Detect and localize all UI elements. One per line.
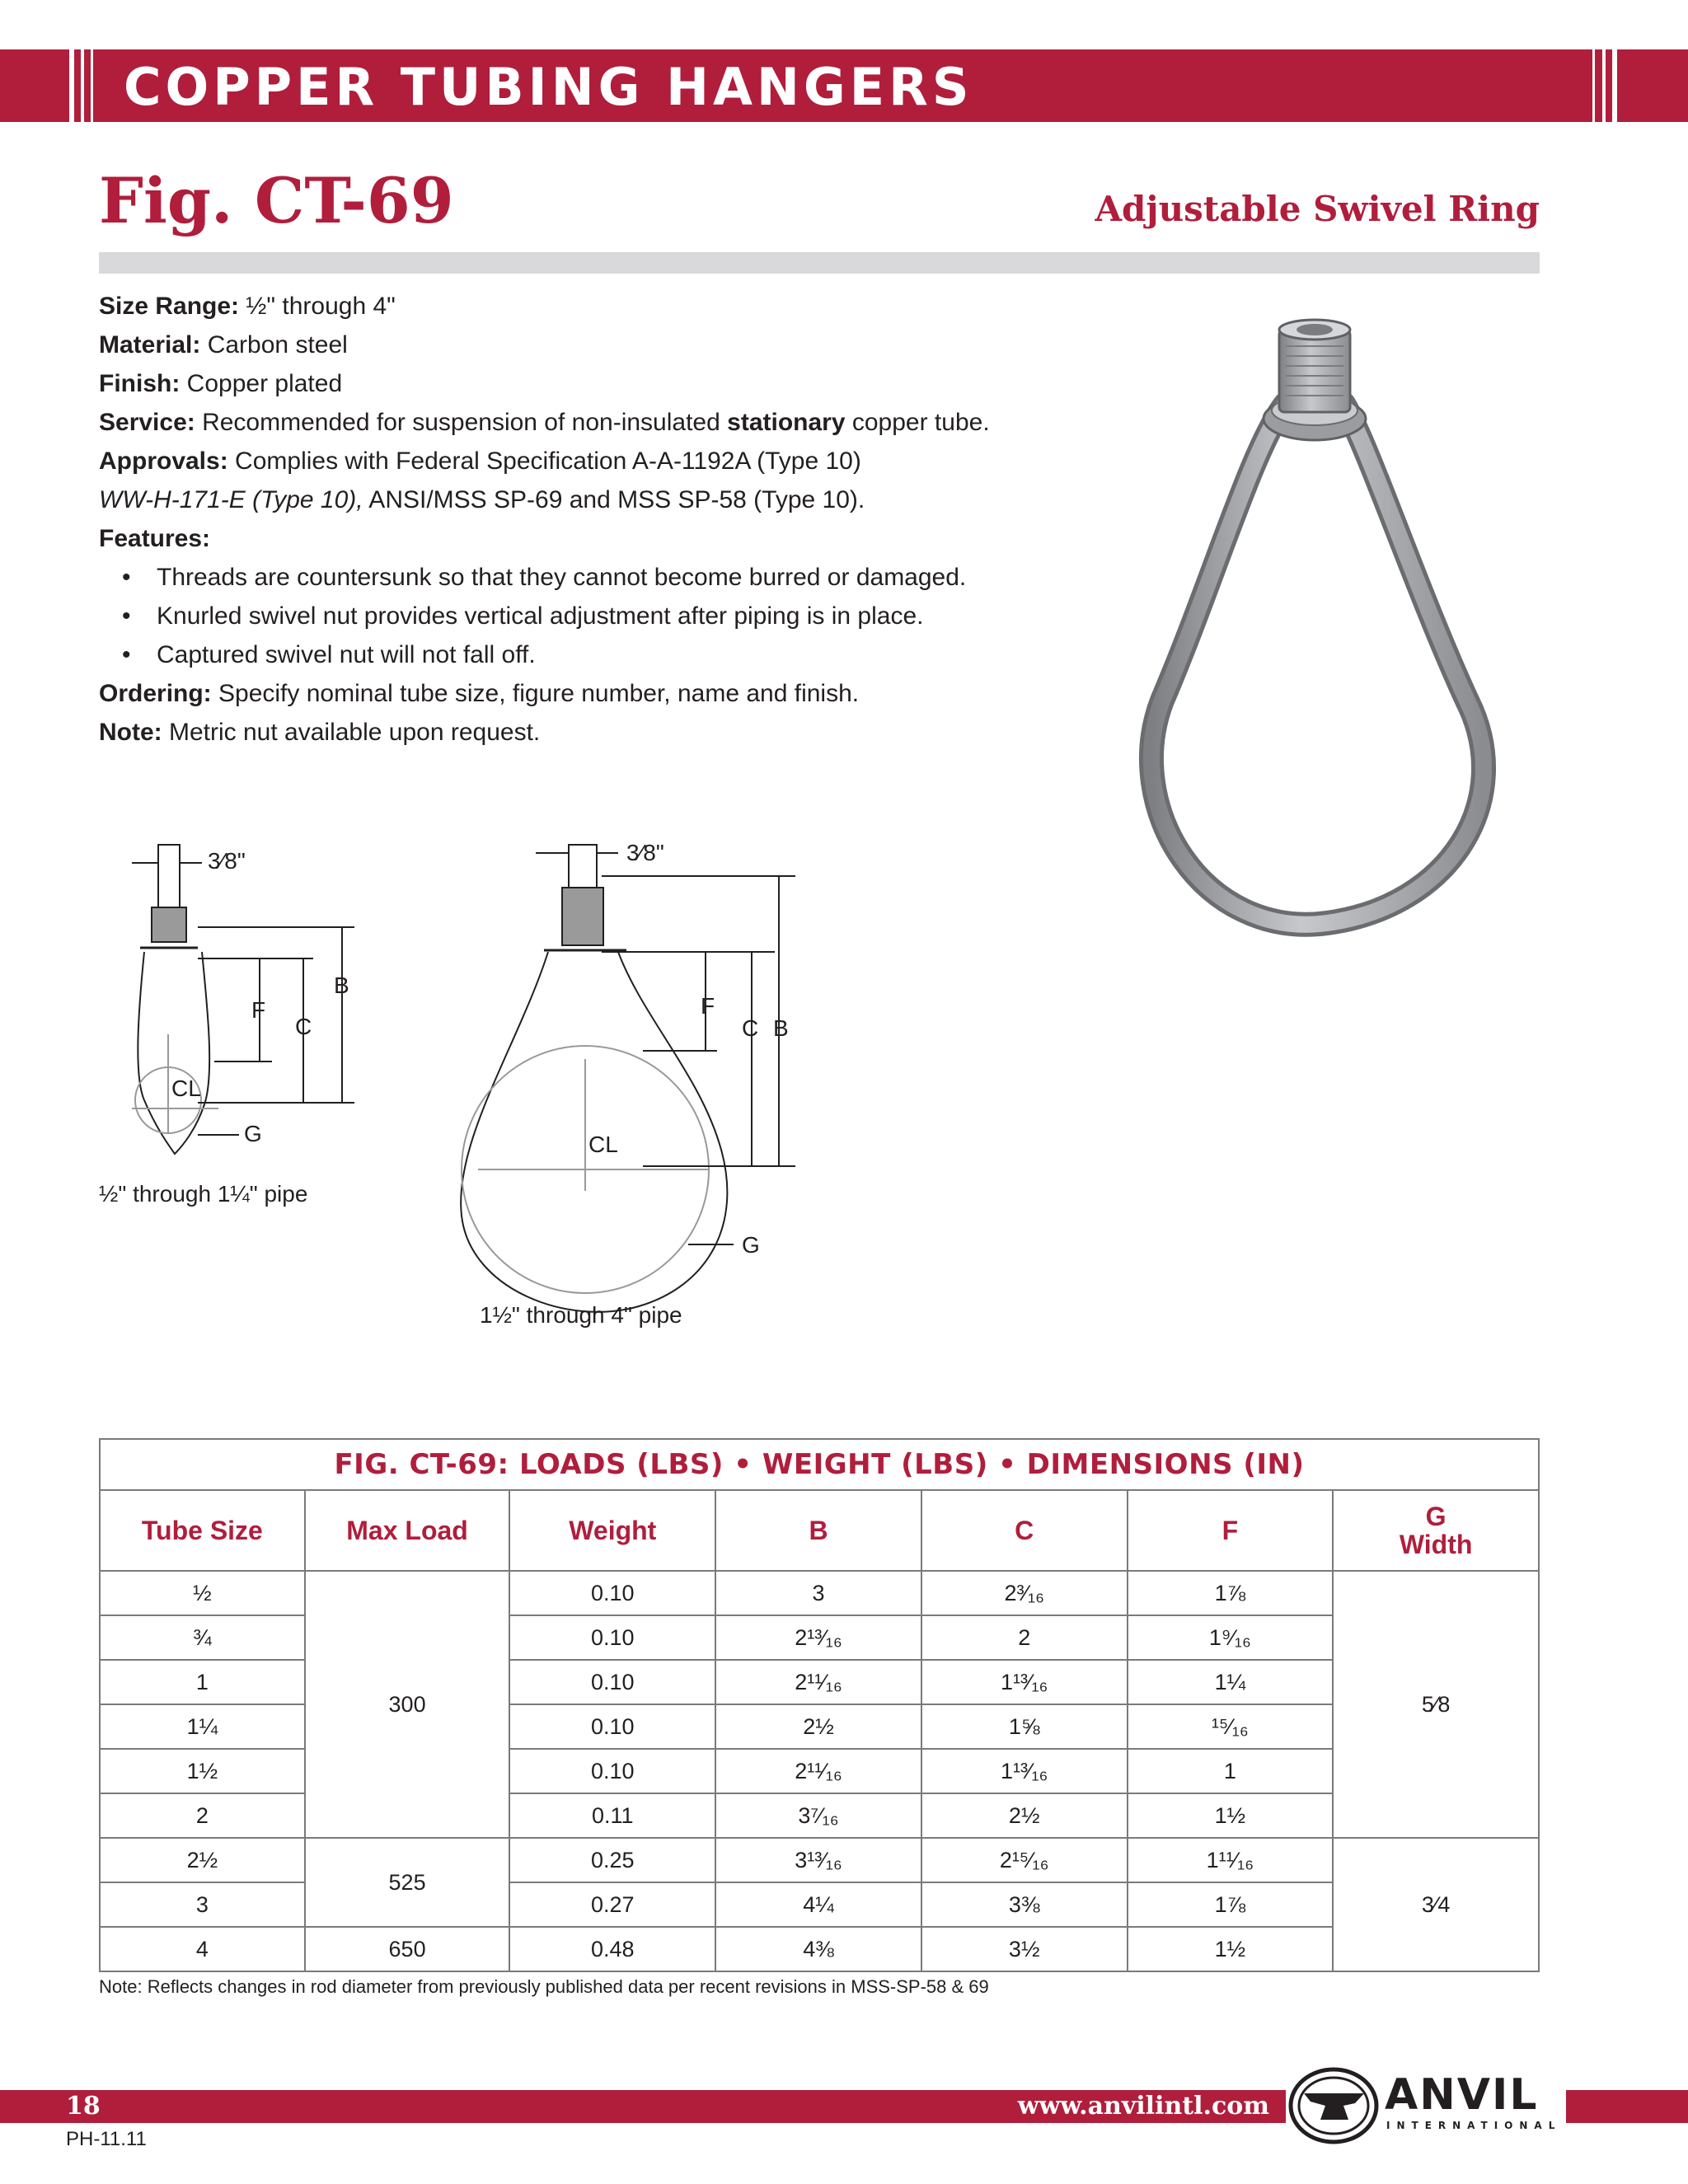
- header-bar-right-3: [1612, 49, 1617, 122]
- col-header-max-load: Max Load: [305, 1490, 510, 1571]
- cell-c: 3½: [921, 1927, 1128, 1971]
- cell-b: 2¹³⁄₁₆: [715, 1615, 921, 1660]
- figure-subtitle: Adjustable Swivel Ring: [1095, 189, 1540, 229]
- header-bar-left-1: [69, 49, 74, 122]
- drawing-small: [82, 828, 396, 1216]
- ordering-label: Ordering:: [99, 680, 212, 707]
- rod-size-label: 3⁄8": [208, 848, 246, 874]
- cell-f: ¹⁵⁄₁₆: [1128, 1704, 1334, 1749]
- cell-f: 1⅞: [1128, 1571, 1334, 1615]
- drawing-large-art: [429, 828, 857, 1356]
- ordering-value: Specify nominal tube size, figure number, name and finish.: [211, 680, 860, 707]
- feature-item: [99, 597, 1055, 635]
- centerline-label: CL: [588, 1132, 618, 1157]
- anvil-logo-emblem: [1291, 2069, 1376, 2142]
- header-bar-right-1: [1592, 49, 1595, 122]
- cell-tube-size: 2½: [100, 1838, 305, 1882]
- cell-b: 2¹¹⁄₁₆: [715, 1660, 921, 1704]
- cell-weight: 0.25: [509, 1838, 715, 1882]
- cell-tube-size: 3: [100, 1882, 305, 1927]
- product-photo: [1088, 313, 1550, 964]
- col-header-f: F: [1128, 1490, 1334, 1571]
- cell-max-load: 300: [305, 1571, 510, 1838]
- cell-tube-size: 2: [100, 1793, 305, 1838]
- logo-text: ANVIL: [1385, 2070, 1539, 2120]
- cell-tube-size: 4: [100, 1927, 305, 1971]
- cell-tube-size: 1: [100, 1660, 305, 1704]
- cell-f: 1¼: [1128, 1660, 1334, 1704]
- approvals-cont: ANSI/MSS SP-69 and MSS SP-58 (Type 10).: [363, 486, 865, 513]
- header-bar-left-2: [81, 49, 84, 122]
- drawing-small-caption: ½" through 1¼" pipe: [99, 1181, 308, 1207]
- feature-item: [99, 558, 1055, 597]
- col-header-g: G: [1425, 1502, 1447, 1531]
- dimension-b-label: B: [334, 972, 349, 998]
- title-rule: [99, 252, 1540, 274]
- cell-c: 2½: [921, 1793, 1128, 1838]
- cell-f: 1⁹⁄₁₆: [1128, 1615, 1334, 1660]
- size-range-value: ½" through 4": [239, 293, 396, 320]
- logo-subtext: INTERNATIONAL: [1386, 2120, 1562, 2131]
- cell-f: 1½: [1128, 1927, 1334, 1971]
- table-caption: FIG. CT-69: LOADS (LBS) • WEIGHT (LBS) • DIMENSIONS (IN): [100, 1439, 1539, 1490]
- col-header-g-width: [1333, 1490, 1539, 1571]
- drawing-small-art: [82, 828, 396, 1216]
- cell-tube-size: ½: [100, 1571, 305, 1615]
- page-number: 18: [66, 2092, 101, 2121]
- feature-text: Captured swivel nut will not fall off.: [157, 641, 536, 668]
- service-line: [99, 403, 1055, 442]
- dimension-c-label: C: [295, 1014, 312, 1039]
- table-row: [100, 1927, 1539, 1971]
- feature-text: Knurled swivel nut provides vertical adjustment after piping is in place.: [157, 602, 924, 630]
- cell-g-width: 5⁄8: [1333, 1571, 1539, 1838]
- specifications: [99, 287, 1055, 752]
- cell-tube-size: ¾: [100, 1615, 305, 1660]
- cell-weight: 0.10: [509, 1704, 715, 1749]
- footer-url-link[interactable]: www.anvilintl.com: [1017, 2092, 1269, 2121]
- dimension-g-label: G: [244, 1121, 262, 1146]
- approvals-line: [99, 442, 1055, 480]
- size-range-label: Size Range:: [99, 293, 240, 320]
- section-title: COPPER TUBING HANGERS: [124, 57, 973, 117]
- approvals-continued: [99, 480, 1055, 519]
- cell-c: 2³⁄₁₆: [921, 1571, 1128, 1615]
- dimension-f-label: F: [701, 993, 715, 1019]
- approvals-italic: WW-H-171-E (Type 10),: [99, 486, 363, 513]
- features-label: Features:: [99, 525, 211, 552]
- cell-c: 1⅝: [921, 1704, 1128, 1749]
- ordering-line: [99, 674, 1055, 713]
- rod-size-label: 3⁄8": [626, 840, 664, 865]
- approvals-label: Approvals:: [99, 448, 228, 475]
- size-range-line: [99, 287, 1055, 326]
- table-note: Note: Reflects changes in rod diameter from previously published data per recent revisions in MSS-SP-58 & 69: [99, 1976, 989, 1997]
- service-label: Service:: [99, 409, 195, 436]
- cell-c: 2¹⁵⁄₁₆: [921, 1838, 1128, 1882]
- cell-b: 4¼: [715, 1882, 921, 1927]
- cell-max-load: 650: [305, 1927, 510, 1971]
- centerline-label: CL: [171, 1076, 201, 1101]
- cell-c: 1¹³⁄₁₆: [921, 1749, 1128, 1793]
- cell-tube-size: 1½: [100, 1749, 305, 1793]
- material-label: Material:: [99, 331, 201, 359]
- swivel-ring-image: [1151, 320, 1484, 925]
- note-line: [99, 713, 1055, 752]
- feature-text: Threads are countersunk so that they cannot become burred or damaged.: [157, 564, 967, 591]
- service-value-a: Recommended for suspension of non-insulated: [195, 409, 728, 436]
- cell-weight: 0.10: [509, 1615, 715, 1660]
- service-bold: stationary: [727, 409, 846, 436]
- cell-weight: 0.10: [509, 1660, 715, 1704]
- cell-c: 3⅜: [921, 1882, 1128, 1927]
- dimension-g-label: G: [742, 1232, 760, 1258]
- cell-weight: 0.48: [509, 1927, 715, 1971]
- finish-line: [99, 364, 1055, 403]
- feature-item: [99, 635, 1055, 674]
- cell-weight: 0.11: [509, 1793, 715, 1838]
- header-bar-right-2: [1602, 49, 1606, 122]
- drawing-large: [429, 828, 857, 1356]
- table-row: [100, 1838, 1539, 1882]
- cell-b: 3: [715, 1571, 921, 1615]
- col-header-weight: Weight: [509, 1490, 715, 1571]
- bullet-icon: •: [122, 641, 131, 668]
- note-label: Note:: [99, 719, 162, 746]
- cell-tube-size: 1¼: [100, 1704, 305, 1749]
- cell-weight: 0.10: [509, 1571, 715, 1615]
- col-header-tube-size: Tube Size: [100, 1490, 305, 1571]
- cell-g-width: 3⁄4: [1333, 1838, 1539, 1971]
- table-row: [100, 1571, 1539, 1615]
- cell-b: 4⅜: [715, 1927, 921, 1971]
- cell-c: 1¹³⁄₁₆: [921, 1660, 1128, 1704]
- cell-weight: 0.27: [509, 1882, 715, 1927]
- cell-b: 3⁷⁄₁₆: [715, 1793, 921, 1838]
- approvals-value: Complies with Federal Specification A-A-1192A (Type 10): [227, 448, 861, 475]
- cell-weight: 0.10: [509, 1749, 715, 1793]
- dimension-f-label: F: [251, 997, 266, 1023]
- dimension-b-label: B: [773, 1015, 789, 1041]
- cell-max-load: 525: [305, 1838, 510, 1927]
- col-header-width: Width: [1399, 1530, 1473, 1559]
- figure-title: Fig. CT-69: [99, 164, 454, 237]
- document-code: PH-11.11: [66, 2128, 147, 2150]
- drawing-large-caption: 1½" through 4" pipe: [480, 1302, 682, 1328]
- bullet-icon: •: [122, 602, 131, 630]
- cell-f: 1: [1128, 1749, 1334, 1793]
- cell-c: 2: [921, 1615, 1128, 1660]
- cell-b: 2¹¹⁄₁₆: [715, 1749, 921, 1793]
- material-line: [99, 326, 1055, 364]
- cell-b: 3¹³⁄₁₆: [715, 1838, 921, 1882]
- dimension-c-label: C: [742, 1015, 759, 1041]
- col-header-c: C: [921, 1490, 1128, 1571]
- cell-f: 1½: [1128, 1793, 1334, 1838]
- cell-f: 1⅞: [1128, 1882, 1334, 1927]
- anvil-logo: [1286, 2060, 1566, 2151]
- bullet-icon: •: [122, 564, 131, 591]
- load-table: [99, 1438, 1540, 1972]
- note-value: Metric nut available upon request.: [162, 719, 541, 746]
- material-value: Carbon steel: [200, 331, 348, 359]
- finish-value: Copper plated: [180, 370, 343, 397]
- header-bar-left-3: [91, 49, 93, 122]
- cell-b: 2½: [715, 1704, 921, 1749]
- service-value-b: copper tube.: [845, 409, 990, 436]
- finish-label: Finish:: [99, 370, 181, 397]
- col-header-b: B: [715, 1490, 921, 1571]
- cell-f: 1¹¹⁄₁₆: [1128, 1838, 1334, 1882]
